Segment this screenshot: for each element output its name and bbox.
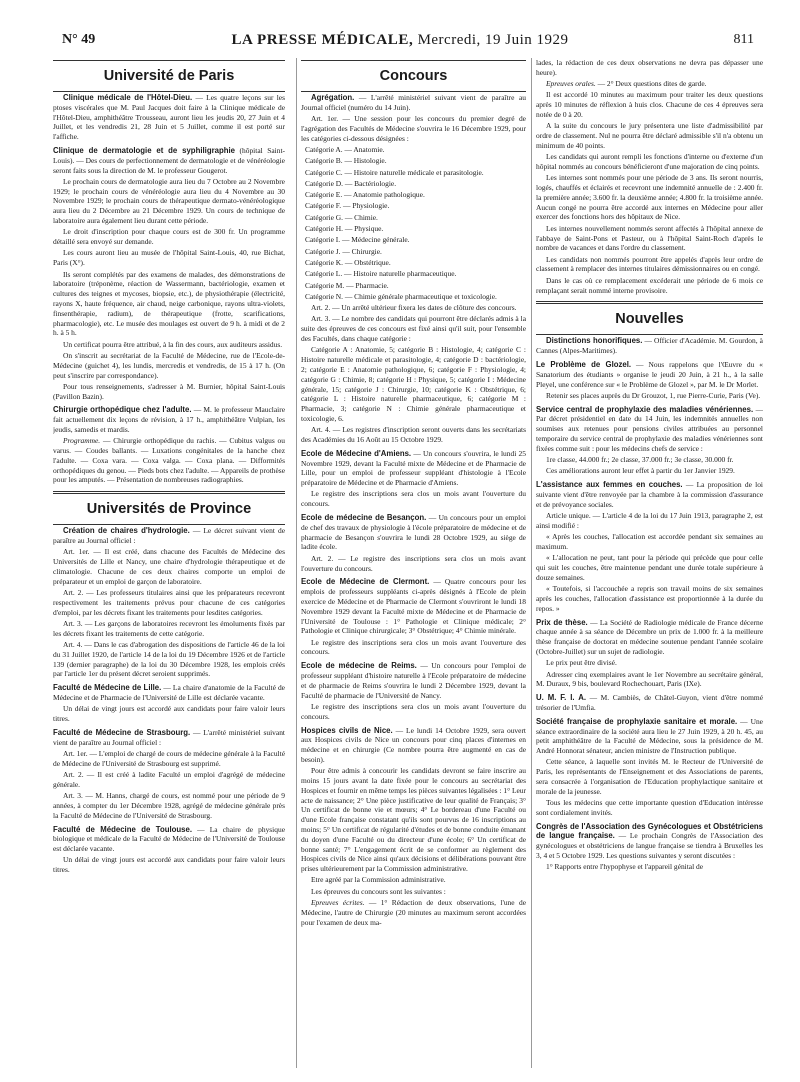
- page-number: 811: [733, 32, 754, 47]
- category-item: Catégorie E. — Anatomie pathologique.: [305, 190, 425, 200]
- section-rule: [536, 334, 763, 335]
- article-paragraph: Ces améliorations auront leur effet à partir du 1er Janvier 1929.: [546, 466, 735, 476]
- section-title-paris: Université de Paris: [103, 68, 235, 84]
- category-item: Catégorie J. — Chirurgie.: [305, 246, 382, 256]
- section-rule: [301, 91, 526, 92]
- category-item: Catégorie M. — Pharmacie.: [305, 280, 389, 290]
- issue-date: Mercredi, 19 Juin 1929: [413, 32, 569, 48]
- article-paragraph: lades, la rédaction de ces deux observations ne devra pas dépasser une heure).: [536, 58, 763, 77]
- column-3: [531, 58, 763, 1068]
- category-item: Catégorie H. — Physique.: [305, 224, 384, 234]
- article-paragraph: Le registre des inscriptions sera clos un mois avant l'ouverture du concours.: [301, 701, 526, 721]
- article-paragraph: Le prix peut être divisé.: [546, 658, 617, 668]
- article-paragraph: Programme. — Chirurgie orthopédique du rachis. — Cubitus valgus ou varus. — Coudes ballants. — Luxations congénitales de la hanche chez l'adulte. — Coxa vara. — Coxa valga. — Coxa plana. — Difformités orthopédiques du genou. — Pieds bots chez l'adulte. — Appareils de prothèse pour les amputés. — Présentation de nombreuses radiographies.: [53, 436, 285, 485]
- article-paragraph: Art. 3. — Les garçons de laboratoires recevront les émoluments fixés par les décrets fixant les traitements de cette catégorie.: [53, 618, 285, 638]
- article-paragraph: On s'inscrit au secrétariat de la Faculté de Médecine, rue de l'Ecole-de-Médecine (guichet 4), les lundis, mercredis et vendredis, de 15 à 17 h. (On peut s'inscrire par correspondance).: [53, 350, 285, 380]
- article-paragraph: Le registre des inscriptions sera clos un mois avant l'ouverture des concours.: [301, 637, 526, 657]
- article-paragraph: Les internes sont nommés pour une période de 3 ans. Ils seront nourris, logés, chauffés et éclairés et recevront une indemnité annuelle de : 2.400 fr. la première année; 3.600 fr. la deuxième année; 4.800 fr. la troisième année. Aucun congé ne pourra être accordé aux internes en Médecine pour aller exercer des fonctions hors des hôpitaux de Nice.: [536, 173, 763, 222]
- column-2: [296, 58, 526, 1068]
- section-rule: [53, 60, 285, 61]
- page-header: [0, 26, 800, 50]
- issue-number: N° 49: [62, 32, 96, 47]
- article-paragraph: Art. 2. — Le registre des inscriptions sera clos un mois avant l'ouverture du concours.: [301, 553, 526, 573]
- article-paragraph: Création de chaires d'hydrologie. — Le décret suivant vient de paraître au Journal officiel :: [53, 526, 285, 546]
- article-paragraph: « L'allocation ne peut, tant pour la période qui précède que pour celle qui suit les couches, être maintenue pendant une durée totale supérieure à douze semaines.: [536, 553, 763, 582]
- article-paragraph: Art. 2. — Il est créé à ladite Faculté un emploi d'agrégé de médecine générale.: [53, 770, 285, 789]
- article-paragraph: Faculté de Médecine de Lille. — La chaire d'anatomie de la Faculté de Médecine et de Pharmacie de l'Université de Lille est déclarée vacante.: [53, 683, 285, 703]
- article-paragraph: Agrégation. — L'arrêté ministériel suivant vient de paraître au Journal officiel (numéro du 14 Juin).: [301, 93, 526, 112]
- article-paragraph: Pour être admis à concourir les candidats devront se faire inscrire au moins 15 jours avant la date fixée pour le concours au secrétariat des Hospices et fournir en même temps les pièces suivantes légalisées : 1° Leur acte de naissance; 2° Une pièce justificative de leur qualité de Français; 3° Un certificat de bonne vie et mœurs; 4° Le bordereau d'une Faculté ou d'une Ecole française constatant qu'ils sont pourvus de 16 inscriptions au moins; 5° Un certificat de régularité d'études et de bonne conduite émanant du doyen d'une Faculté ou du directeur d'une école; 6° Un certificat de bonne santé; 7° L'engagement écrit de se conformer au règlement des Hospices civils de Nice ainsi qu'aux décisions et délibérations pouvant être prises ultérieurement par la Commission administrative.: [301, 766, 526, 874]
- article-paragraph: Art. 1er. — Il est créé, dans chacune des Facultés de Médecine des Universités de Lille et Nancy, une chaire d'hydrologie thérapeutique et de climatologie. Chacune de ces deux chaires comporte un emploi de préparateur et un emploi de garçon de laboratoire.: [53, 547, 285, 586]
- article-paragraph: Chirurgie orthopédique chez l'adulte. — M. le professeur Mauclaire fait actuellement dix leçons de révision, à 17 h., amphithéâtre Vulpian, les jeudis, samedis et mardis.: [53, 405, 285, 434]
- article-paragraph: Un délai de vingt jours est accordé aux candidats pour faire valoir leurs titres.: [53, 855, 285, 875]
- article-paragraph: Les cours auront lieu au musée de l'hôpital Saint-Louis, 40, rue Bichat, Paris (X°).: [53, 248, 285, 268]
- article-paragraph: Retenir ses places auprès du Dr Grouzot, 1, rue Pierre-Curie, Paris (Ve).: [546, 390, 761, 400]
- article-paragraph: Art. 2. — Un arrêté ultérieur fixera les dates de clôture des concours.: [311, 303, 517, 313]
- article-paragraph: Epreuves écrites. — 1° Rédaction de deux observations, l'une de Médecine, l'autre de Chirurgie (20 minutes au maximum seront accordées pour l'examen de deux ma-: [301, 898, 526, 927]
- article-paragraph: A la suite du concours le jury présentera une liste d'admissibilité par ordre de classement. Nul ne pourra être déclaré admissible s'il n'a obtenu un minimum de 40 points.: [536, 121, 763, 150]
- article-paragraph: Congrès de l'Association des Gynécologues et Obstétriciens de langue française. — Le prochain Congrès de l'Association des gynécologues et obstétriciens de langue française se tiendra à Bruxelles les 3, 4 et 5 Octobre 1929. Les questions suivantes y seront discutées :: [536, 821, 763, 861]
- article-paragraph: L'assistance aux femmes en couches. — La proposition de loi suivante vient d'être renvoyée par la chambre à la commission d'assurance et de prévoyance sociales.: [536, 480, 763, 509]
- article-paragraph: Les épreuves du concours sont les suivantes :: [311, 886, 446, 896]
- category-item: Catégorie K. — Obstétrique.: [305, 257, 391, 267]
- article-paragraph: Pour tous renseignements, s'adresser à M. Burnier, hôpital Saint-Louis (Pavillon Bazin).: [53, 381, 285, 401]
- article-paragraph: 1re classe, 44.000 fr.; 2e classe, 37.000 fr.; 3e classe, 30.000 fr.: [546, 455, 734, 465]
- section-title-province: Universités de Province: [86, 501, 252, 518]
- article-paragraph: Ecole de Médecine d'Amiens. — Un concours s'ouvrira, le lundi 25 Novembre 1929, devant la Faculté mixte de Médecine et de Pharmacie de Lille, pour un emploi de professeur suppléant d'histologie à l'Ecole préparatoire de Médecine et de Pharmacie d'Amiens.: [301, 448, 526, 488]
- article-paragraph: Les candidats non nommés pourront être appelés d'après leur ordre de classement à remplacer des internes titulaires démissionnaires ou en congé.: [536, 254, 763, 274]
- article-paragraph: Art. 2. — Les professeurs titulaires ainsi que les préparateurs recevront respectivement les traitements prévus pour chacune de ces catégories d'emploi, par les décrets fixant les traitements pour lesdites catégories.: [53, 588, 285, 617]
- article-paragraph: Adresser cinq exemplaires avant le 1er Novembre au secrétaire général, M. Duraux, 9 bis, boulevard Rochechouart, Paris (IXe).: [536, 669, 763, 689]
- article-paragraph: Etre agréé par la Commission administrative.: [311, 875, 446, 885]
- article-paragraph: Tous les médecins que cette importante question d'Education intéresse sont cordialement invités.: [536, 798, 763, 817]
- article-paragraph: Art. 1er. — L'emploi de chargé de cours de médecine générale à la Faculté de Médecine de l'Université de Strasbourg est supprimé.: [53, 749, 285, 768]
- article-paragraph: Faculté de Médecine de Strasbourg. — L'arrêté ministériel suivant vient de paraître au Journal officiel :: [53, 727, 285, 747]
- article-paragraph: U. M. F. I. A. — M. Cambiès, de Châtel-Guyon, vient d'être nommé trésorier de l'Umfia.: [536, 693, 763, 712]
- section-rule: [53, 91, 285, 92]
- article-paragraph: Les internes nouvellement nommés seront affectés à l'hôpital annexe de l'abbaye de Saint-Pons et Pasteur, ou à l'hôpital Saint-Roch d'après le nombre de vacances et dans l'ordre du classement.: [536, 223, 763, 253]
- article-paragraph: Le Problème de Glozel. — Nous rappelons que l'Œuvre du « Sanatorium des étudiants » organise le jeudi 20 Juin, à 21 h., à la salle Pleyel, une conférence sur « le Problème de Glozel », par M. le Dr Morlet.: [536, 359, 763, 389]
- category-item: Catégorie A. — Anatomie.: [305, 144, 385, 154]
- article-paragraph: Les candidats qui auront rempli les fonctions d'interne ou d'externe d'un hôpital nommés au concours bénéficieront d'une majoration de cinq points.: [536, 152, 763, 171]
- article-paragraph: Cette séance, à laquelle sont invités M. le Recteur de l'Université de Paris, les représentants de l'Enseignement et des Associations de parents, sera consacrée à l'organisation de l'Education prophylactique sanitaire et morale de la jeunesse.: [536, 757, 763, 796]
- column-1: [53, 58, 285, 1068]
- article-paragraph: Il est accordé 10 minutes au maximum pour traiter les deux questions après 10 minutes de réflexion à huis clos. Chacune de ces 4 épreuves sera notée de 0 à 20.: [536, 90, 763, 119]
- category-item: Catégorie G. — Chimie.: [305, 212, 378, 222]
- article-paragraph: Art. 4. — Les registres d'inscription seront ouverts dans les secrétariats des Académies du 16 Août au 15 Octobre 1929.: [301, 425, 526, 444]
- article-paragraph: Clinique de dermatologie et de syphiligraphie (hôpital Saint-Louis). — Des cours de perfectionnement de dermatologie et de vénéréologie seront faits sous la direction de M. le professeur Gougerot.: [53, 145, 285, 175]
- article-paragraph: Ils seront complétés par des examens de malades, des démonstrations de laboratoire (tréponème, réaction de Wassermann, bactériologie, examen et cultures des teignes et mycoses, biopsie, etc.), de physiothérapie (électricité, rayons X, haute fréquence, air chaud, neige carbonique, rayons ultra-violets, finsenthérapie, radium), de thérapeutique (frotte, scarifications, pharmacologie), etc. Le musée des moulages est ouvert de 9 h. à midi et de 2 h. à 5 h.: [53, 269, 285, 338]
- article-paragraph: Un délai de vingt jours est accordé aux candidats pour faire valoir leurs titres.: [53, 704, 285, 724]
- article-paragraph: Art. 3. — Le nombre des candidats qui pourront être déclarés admis à la suite des épreuves de ces concours est fixé ainsi qu'il suit, pour l'ensemble des Facultés, dans chaque catégorie :: [301, 314, 526, 344]
- article-paragraph: Prix de thèse. — La Société de Radiologie médicale de France décerne chaque année à sa séance de Décembre un prix de 1.000 fr. à la meilleure thèse française de doctorat en médecine soutenue pendant l'année scolaire (Octobre-Juillet) sur un sujet de radiologie.: [536, 617, 763, 656]
- article-paragraph: Catégorie A : Anatomie, 5; catégorie B : Histologie, 4; catégorie C : Histoire naturelle médicale et parasitologie, 4; catégorie D : bactériologie, 2; catégorie E : Anatomie pathologique, 6; catégorie F : Physiologie, 4; catégorie G : Chimie, 8; catégorie H : Physique, 5; catégorie I : Médecine générale, 15; catégorie J : Chirurgie, 10; catégorie K : Obstétrique, 6; catégorie L : Histoire naturelle pharmaceutique, 6; catégorie M : Pharmacie, 3; catégorie N : Chimie générale pharmaceutique et toxicologie, 6.: [301, 345, 526, 423]
- article-paragraph: 1° Rapports entre l'hypophyse et l'appareil génital de: [546, 862, 704, 872]
- article-paragraph: « Toutefois, si l'accouchée a repris son travail moins de six semaines après les couches, l'allocation d'assistance est proportionnée à la durée du repos. »: [536, 584, 763, 613]
- article-paragraph: Ecole de Médecine de Clermont. — Quatre concours pour les emplois de professeurs suppléants ci-après désignés à l'Ecole de plein exercice de Médecine et de Pharmacie de Clermont s'ouvriront le lundi 18 Novembre 1929 devant la Faculté mixte de Médecine et de Pharmacie de l'Université de Toulouse : 1° Pathologie et Clinique médicale; 2° Pathologie et Clinique chirurgicale; 3° Obstétrique; 4° Chimie minérale.: [301, 577, 526, 636]
- section-rule: [53, 491, 285, 494]
- article-paragraph: Art. 3. — M. Hanns, chargé de cours, est nommé pour une période de 9 années, à compter du 1er Décembre 1928, agrégé de médecine générale près la Faculté de Médecine de l'Université de Strasbourg.: [53, 791, 285, 820]
- category-item: Catégorie D. — Bactériologie.: [305, 178, 397, 188]
- article-paragraph: Distinctions honorifiques. — Officier d'Académie. M. Gourdon, à Cannes (Alpes-Maritimes).: [536, 336, 763, 356]
- article-paragraph: Epreuves orales. — 2° Deux questions dites de garde.: [546, 79, 707, 89]
- article-paragraph: Ecole de médecine de Reims. — Un concours pour l'emploi de professeur suppléant d'histoire naturelle à l'Ecole préparatoire de médecine et de pharmacie de Reims s'ouvrira le lundi 2 Décembre 1929, devant la Faculté de pharmacie de l'Université de Nancy.: [301, 661, 526, 700]
- category-item: Catégorie L. — Histoire naturelle pharmaceutique.: [305, 269, 457, 279]
- article-paragraph: Hospices civils de Nice. — Le lundi 14 Octobre 1929, sera ouvert aux Hospices civils de Nice un concours pour cinq places d'internes en médecine et en chirurgie (Ce nombre pourra être augmenté en cas de besoin).: [301, 725, 526, 764]
- article-paragraph: Art. 1er. — Une session pour les concours du premier degré de l'agrégation des Facultés de Médecine s'ouvrira le 16 Décembre 1929, pour les catégories ci-dessous désignées :: [301, 114, 526, 143]
- section-rule: [536, 301, 763, 304]
- article-paragraph: Le registre des inscriptions sera clos un mois avant l'ouverture du concours.: [301, 489, 526, 509]
- journal-title: [0, 32, 800, 49]
- section-title-concours: Concours: [379, 68, 448, 84]
- article-paragraph: « Après les couches, l'allocation est accordée pendant six semaines au maximum.: [536, 532, 763, 551]
- category-item: Catégorie F. — Physiologie.: [305, 201, 390, 211]
- category-item: Catégorie N. — Chimie générale pharmaceutique et toxicologie.: [305, 291, 497, 301]
- article-paragraph: Art. 4. — Dans le cas d'abrogation des dispositions de l'article 46 de la loi du 31 Juillet 1920, de l'article 14 de la loi du 19 Décembre 1926 et de l'article 139 (dernier paragraphe) de la loi du 30 Décembre 1928, les emplois créés par l'article 1er du présent décret seroient supprimés.: [53, 640, 285, 679]
- section-rule: [53, 524, 285, 525]
- article-paragraph: Le prochain cours de dermatologie aura lieu du 7 Octobre au 2 Novembre 1929; le prochain cours de vénéréologie aura lieu du 4 Novembre au 30 Novembre 1929; le prochain cours de thérapeutique dermato-vénéréologique aura lieu du 2 Décembre au 21 Décembre 1929. Un cours de technique de laboratoire aura également lieu durant cette période.: [53, 176, 285, 226]
- category-item: Catégorie B. — Histologie.: [305, 156, 387, 166]
- article-paragraph: Le droit d'inscription pour chaque cours est de 300 fr. Un programme détaillé sera envoyé sur demande.: [53, 227, 285, 247]
- article-paragraph: Société française de prophylaxie sanitaire et morale. — Une séance extraordinaire de la société aura lieu le 27 Juin 1929, à 20 h. 45, au petit amphithéâtre de la Faculté de Médecine, sous la présidence de M. André Honnorat sénateur, ancien ministre de l'Instruction publique.: [536, 716, 763, 756]
- category-item: Catégorie C. — Histoire naturelle médicale et parasitologie.: [305, 167, 484, 177]
- article-paragraph: Ecole de médecine de Besançon. — Un concours pour un emploi de chef des travaux de physiologie à l'école préparatoire de médecine et de pharmacie de Besançon s'ouvrira le lundi 28 Octobre 1929, au siège de ladite école.: [301, 513, 526, 552]
- article-paragraph: Dans le cas où ce remplacement excéderait une période de 6 mois ce remplaçant serait nommé interne provisoire.: [536, 275, 763, 295]
- article-paragraph: Clinique médicale de l'Hôtel-Dieu. — Les quatre leçons sur les ptoses viscérales que M. Paul Jacques doit faire à la Clinique médicale de l'Hôtel-Dieu, amphithéâtre Trousseau, auront lieu les jeudis 20, 27 Juin et 4 Juillet, et les vendredis 21, 28 Juin et 5 Juillet, comme il est porté sur l'affiche.: [53, 93, 285, 142]
- category-item: Catégorie I. — Médecine générale.: [305, 235, 410, 245]
- article-paragraph: Article unique. — L'article 4 de la loi du 17 Juin 1913, paragraphe 2, est ainsi modifié :: [536, 511, 763, 530]
- article-paragraph: Faculté de Médecine de Toulouse. — La chaire de physique biologique et médicale de la Faculté de Médecine de l'Université de Toulouse est déclarée vacante.: [53, 824, 285, 854]
- section-title-nouvelles: Nouvelles: [615, 311, 684, 328]
- article-paragraph: Un certificat pourra être attribué, à la fin des cours, aux auditeurs assidus.: [63, 339, 283, 349]
- section-rule: [301, 60, 526, 61]
- article-paragraph: Service central de prophylaxie des maladies vénériennes. — Par décret présidentiel en date du 14 Juin, les indemnités annuelles non soumises aux retenues pour pensions civiles attribuées au personnel temporaire du service central de prophylaxie des maladies vénériennes sont fixées comme suit : pour les médecins chefs de service :: [536, 404, 763, 453]
- journal-name: LA PRESSE MÉDICALE,: [231, 32, 414, 48]
